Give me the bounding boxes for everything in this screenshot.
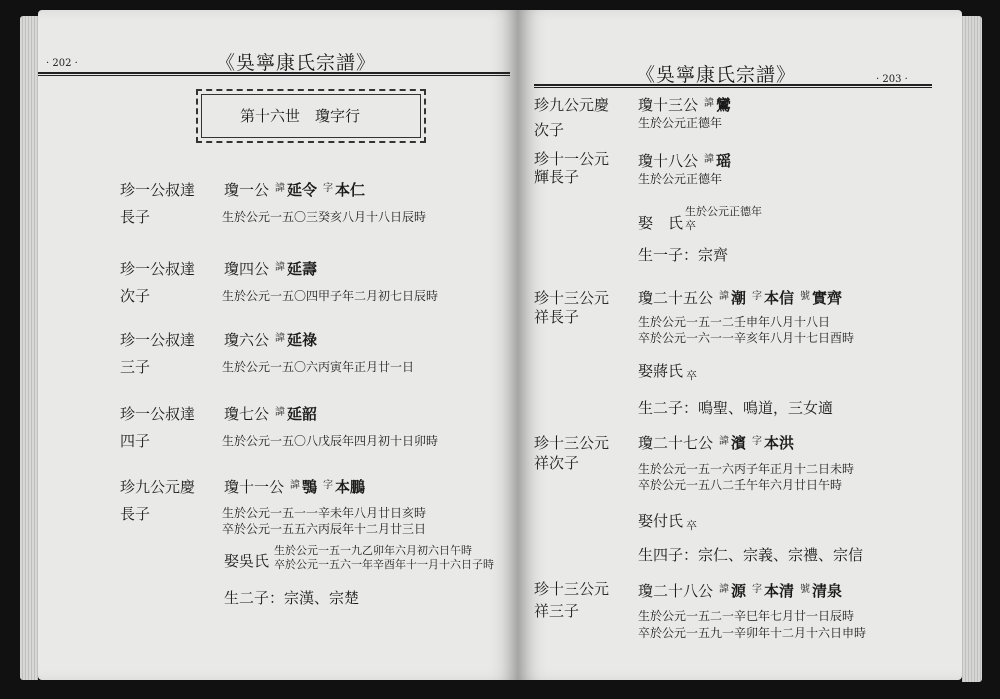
wife-death-line: 卒 — [686, 519, 697, 532]
hui-tag: 諱 — [719, 291, 730, 302]
person-name: 瓊六公 — [224, 331, 270, 349]
birth-line: 生於公元一五〇八戊辰年四月初十日卯時 — [222, 434, 439, 448]
hui-tag: 諱 — [719, 436, 730, 447]
children-line: 生二子：宗漢、宗楚 — [224, 589, 360, 607]
zi-tag: 字 — [323, 480, 334, 491]
person-name-line — [638, 580, 842, 601]
person-name-line — [224, 403, 317, 424]
wife-birth-line: 生於公元一五一九乙卯年六月初六日午時 — [274, 544, 472, 557]
zi-name: 本清 — [764, 582, 795, 600]
birth-line: 生於公元正德年 — [638, 116, 723, 130]
right-page-number: · 203 · — [876, 74, 908, 85]
left-header-rule — [38, 72, 510, 76]
right-page-edges — [962, 16, 982, 682]
hao-name: 實齊 — [812, 289, 843, 307]
hao-name: 清泉 — [812, 582, 843, 600]
left-page-edges — [20, 16, 38, 680]
children-line: 生四子：宗仁、宗義、宗禮、宗信 — [638, 546, 864, 564]
wife-name: 娶 氏 — [638, 214, 684, 232]
person-name-line — [638, 432, 794, 453]
zi-tag: 字 — [752, 584, 763, 595]
hui-name: 潮 — [731, 289, 747, 307]
wife-death-line: 卒於公元一五六一年辛酉年十一月十六日子時 — [274, 558, 494, 571]
person-name: 瓊二十七公 — [638, 434, 714, 452]
left-header-title: 《吳寧康氏宗譜》 — [216, 52, 377, 74]
hui-name: 濱 — [731, 434, 747, 452]
open-book — [20, 10, 982, 692]
person-name: 瓊十一公 — [224, 478, 285, 496]
hao-tag: 號 — [800, 291, 811, 302]
person-name-line — [224, 476, 365, 497]
birth-line: 生於公元一五〇三癸亥八月十八日辰時 — [222, 210, 427, 224]
birth-line: 生於公元一五一二壬申年八月十八日 — [638, 315, 831, 329]
death-line: 卒於公元一六一一辛亥年八月十七日酉時 — [638, 331, 855, 345]
right-header-rule — [534, 84, 932, 88]
hui-tag: 諱 — [704, 154, 715, 165]
birth-line: 生於公元一五一一辛未年八月廿日亥時 — [222, 506, 427, 520]
person-name: 瓊四公 — [224, 260, 270, 278]
zi-tag: 字 — [752, 436, 763, 447]
wife-birth-line: 生於公元正德年 — [685, 205, 762, 218]
birth-line: 生於公元一五一六丙子年正月十二日未時 — [638, 462, 855, 476]
birth-line: 生於公元一五〇六丙寅年正月廿一日 — [222, 360, 415, 374]
hui-tag: 諱 — [275, 333, 286, 344]
zi-name: 本洪 — [764, 434, 795, 452]
hui-name: 延壽 — [287, 260, 318, 278]
birth-rank: 次子 — [120, 287, 151, 305]
zi-name: 本仁 — [335, 181, 366, 199]
hui-name: 源 — [731, 582, 747, 600]
birth-rank: 四子 — [120, 432, 151, 450]
wife-name: 娶蔣氏 — [638, 362, 684, 380]
father-name: 珍九公元慶 — [534, 96, 610, 114]
children-line: 生一子：宗齊 — [638, 246, 729, 264]
zi-tag: 字 — [752, 291, 763, 302]
person-name-line — [638, 94, 731, 115]
death-line: 卒於公元一五八二壬午年六月廿日午時 — [638, 478, 843, 492]
hui-tag: 諱 — [704, 98, 715, 109]
right-page — [518, 10, 962, 680]
left-page-number: · 202 · — [46, 58, 78, 69]
birth-rank: 祥三子 — [534, 602, 580, 620]
father-name: 珍十三公元 — [534, 289, 610, 307]
person-name: 瓊十八公 — [638, 152, 699, 170]
wife-death-line: 卒 — [686, 369, 697, 382]
generation-heading: 第十六世 瓊字行 — [240, 107, 361, 125]
person-name: 瓊二十八公 — [638, 582, 714, 600]
person-name-line — [224, 179, 365, 200]
hui-name: 延祿 — [287, 331, 318, 349]
person-name-line — [638, 150, 731, 171]
father-name: 珍一公叔達 — [120, 405, 196, 423]
wife-death-line: 卒 — [685, 219, 696, 232]
hui-tag: 諱 — [290, 480, 301, 491]
hui-name: 延韶 — [287, 405, 318, 423]
death-line: 卒於公元一五九一辛卯年十二月十六日申時 — [638, 626, 867, 640]
hui-tag: 諱 — [275, 407, 286, 418]
person-name-line — [224, 258, 317, 279]
hui-name: 瑶 — [716, 152, 732, 170]
birth-rank: 次子 — [534, 121, 565, 139]
father-name: 珍一公叔達 — [120, 331, 196, 349]
hui-tag: 諱 — [275, 262, 286, 273]
hui-name: 延令 — [287, 181, 318, 199]
right-header-title: 《吳寧康氏宗譜》 — [636, 64, 797, 86]
father-name: 珍十三公元 — [534, 434, 610, 452]
hui-name: 鸞 — [716, 96, 732, 114]
birth-rank: 祥次子 — [534, 454, 580, 472]
zi-name: 本鵬 — [335, 478, 366, 496]
zi-name: 本信 — [764, 289, 795, 307]
father-name: 珍一公叔達 — [120, 260, 196, 278]
hui-name: 鶚 — [302, 478, 318, 496]
hao-tag: 號 — [800, 584, 811, 595]
wife-name: 娶付氏 — [638, 512, 684, 530]
birth-rank: 長子 — [120, 208, 151, 226]
father-name: 珍十一公元 — [534, 150, 610, 168]
person-name: 瓊二十五公 — [638, 289, 714, 307]
birth-rank: 長子 — [120, 505, 151, 523]
hui-tag: 諱 — [719, 584, 730, 595]
father-name: 珍九公元慶 — [120, 478, 196, 496]
hui-tag: 諱 — [275, 183, 286, 194]
birth-rank: 祥長子 — [534, 308, 580, 326]
birth-line: 生於公元一五〇四甲子年二月初七日辰時 — [222, 289, 439, 303]
zi-tag: 字 — [323, 183, 334, 194]
death-line: 卒於公元一五五六丙辰年十二月廿三日 — [222, 522, 427, 536]
person-name: 瓊七公 — [224, 405, 270, 423]
birth-line: 生於公元正德年 — [638, 172, 723, 186]
birth-line: 生於公元一五二一辛巳年七月廿一日辰時 — [638, 609, 855, 623]
person-name: 瓊一公 — [224, 181, 270, 199]
birth-rank: 三子 — [120, 358, 151, 376]
left-page — [38, 10, 518, 680]
person-name-line — [638, 287, 842, 308]
father-name: 珍十三公元 — [534, 580, 610, 598]
person-name: 瓊十三公 — [638, 96, 699, 114]
wife-name: 娶吳氏 — [224, 552, 270, 570]
father-name: 珍一公叔達 — [120, 181, 196, 199]
children-line: 生二子：鳴聖、鳴道，三女適 — [638, 399, 834, 417]
birth-rank: 輝長子 — [534, 168, 580, 186]
person-name-line — [224, 329, 317, 350]
